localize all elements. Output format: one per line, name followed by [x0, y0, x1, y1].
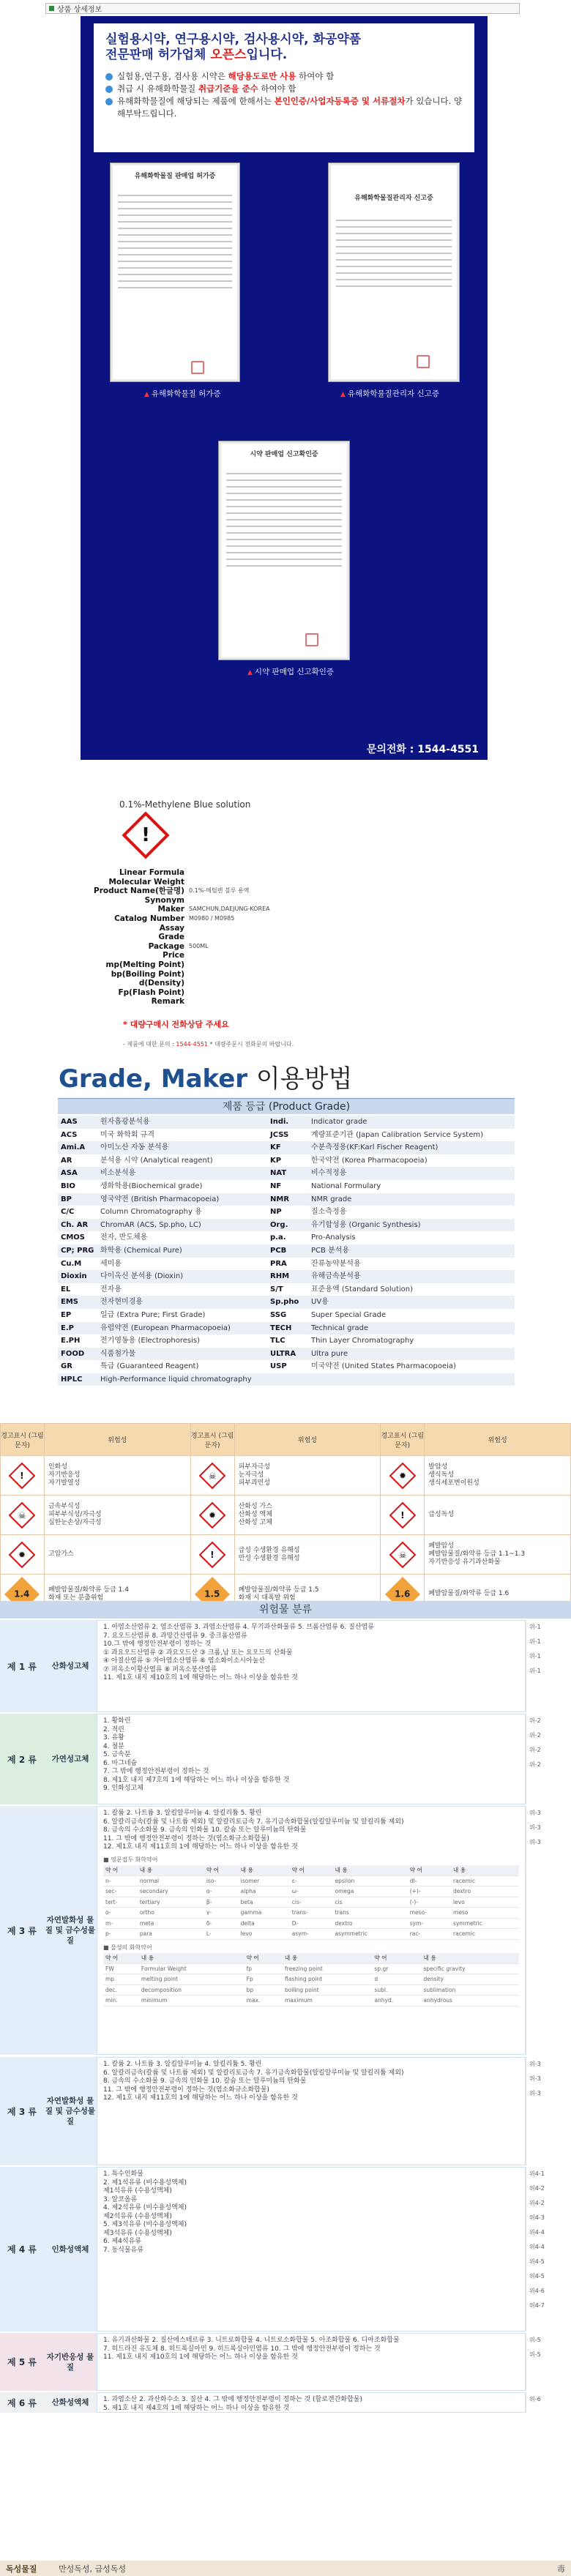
risk-code: 위-3: [529, 2061, 541, 2067]
grade-cell: 계량표준기관 (Japan Calibration Service System): [311, 1130, 484, 1139]
ghs-head-cell: 위험성: [234, 1424, 381, 1456]
ghs-text-cell: 발암성 생식독성 생식세포변이원성: [425, 1456, 571, 1496]
grade-cell: EMS: [61, 1298, 78, 1307]
explosive-icon: 1.4: [4, 1576, 40, 1611]
grade-cell: Dioxin: [61, 1272, 87, 1281]
grade-cell: JCSS: [270, 1130, 289, 1139]
risk-number: 제 3 류: [7, 2106, 37, 2117]
grade-cell: AR: [61, 1156, 72, 1165]
risk-code: 위4-5: [529, 2273, 545, 2280]
grade-cell: USP: [270, 1362, 287, 1371]
ghs-icon-cell: [381, 1496, 425, 1535]
ghs-pictogram-icon: !: [9, 1462, 36, 1489]
ghs-head-cell: 경고표시 (그림문자): [1, 1424, 45, 1456]
risk-code: 위-3: [529, 1839, 541, 1845]
grade-cell: Super Special Grade: [311, 1310, 387, 1319]
risk-code: 위4-4: [529, 2229, 545, 2236]
risk-block: [0, 2392, 571, 2413]
risk-code: 위4-5: [529, 2258, 545, 2265]
grade-cell: 식품첨가물: [100, 1349, 136, 1358]
risk-code: 위-1: [529, 1653, 541, 1660]
grade-cell: 분석용 시약 (Analytical reagent): [100, 1156, 213, 1165]
grade-cell: 질소측정용: [311, 1208, 347, 1217]
risk-code: 위4-6: [529, 2288, 545, 2294]
grade-cell: 다이옥신 분석용 (Dioxin): [100, 1272, 184, 1281]
grade-cell: High-Performance liquid chromatography: [100, 1375, 252, 1384]
notice-item: 취급 시 유해화학물질 취급기준을 준수 하여야 함: [105, 83, 463, 95]
license-document-3: 시약 판매업 신고확인증: [218, 441, 350, 660]
grade-row: [58, 1296, 515, 1309]
risk-code: 위4-4: [529, 2244, 545, 2250]
grade-cell: NAT: [270, 1169, 287, 1178]
bullet-icon: [105, 98, 113, 105]
risk-body: 1. 황화린 2. 적린 3. 유황 4. 철분 5. 금속분 6. 마그네슘 7. 그 밖에 행정안전부령이 정하는 것 8. 제1호 내지 제7호의 1에 해당하는 어느 하나 이상을 함유한 것 9. 인화성고체: [97, 1714, 526, 1804]
grade-row: [58, 1206, 515, 1219]
ghs-icon-cell: [381, 1456, 425, 1496]
ghs-icon-cell: [1, 1496, 45, 1535]
risk-number: 제 5 류: [7, 2357, 37, 2367]
grade-cell: TECH: [270, 1324, 292, 1332]
grade-cell: NP: [270, 1208, 282, 1217]
bullet-icon: [105, 73, 113, 81]
risk-block: [0, 2333, 571, 2391]
risk-number: 제 1 류: [7, 1661, 37, 1672]
ghs-pictogram-icon: !: [199, 1541, 226, 1568]
grade-row: [58, 1129, 515, 1142]
explosive-icon: 1.5: [195, 1576, 230, 1611]
grade-cell: ChromAR (ACS, Sp.pho, LC): [100, 1220, 201, 1229]
footer-row: 독성물질 만성독성, 급성독성 毒: [0, 2561, 571, 2576]
grade-cell: 표준용액 (Standard Solution): [311, 1285, 414, 1293]
risk-number: 제 6 류: [7, 2397, 37, 2408]
ghs-row: [1, 1456, 571, 1496]
ghs-icon-cell: [381, 1535, 425, 1575]
grade-cell: 한국약전 (Korea Pharmacopoeia): [311, 1156, 428, 1165]
grade-row: [58, 1141, 515, 1154]
ghs-text-cell: 급성독성: [425, 1496, 571, 1535]
ghs-head-cell: 위험성: [425, 1424, 571, 1456]
grade-cell: BIO: [61, 1181, 75, 1190]
notice-item: 실험용,연구용, 검사용 시약은 해당용도로만 사용 하여야 함: [105, 70, 463, 83]
grade-row: [58, 1360, 515, 1373]
grade-cell: ASA: [61, 1169, 78, 1178]
bullet-icon: [105, 86, 113, 93]
grade-cell: 전자, 반도체용: [100, 1233, 148, 1242]
property-table: 약 어 내 용 약 어 내 용 약 어 내 용 FW Formular Weight fp freezing point sp.gr specific gravity mp melting point Fp flashing point d density dec. decomposition bp boiling point subl. sublimation min. minimum max. maximum anhyd. anhydrous: [103, 1953, 519, 2006]
grade-row: [58, 1270, 515, 1283]
ghs-icon-cell: [190, 1496, 234, 1535]
grade-cell: 아미노산 자동 분석용: [100, 1143, 169, 1152]
risk-number: 제 4 류: [7, 2244, 37, 2255]
risk-code-column: [526, 2167, 571, 2332]
risk-name: 자연발화성 물질 및 금수성물질: [45, 2097, 96, 2126]
grade-cell: EL: [61, 1285, 71, 1293]
ghs-text-cell: 폐발암물질/화약류 등급 1.6: [425, 1575, 571, 1614]
risk-body: 1. 아염소산염류 2. 염소산염류 3. 과염소산염류 4. 무기과산화물류 5. 브롬산염류 6. 질산염류 7. 요오드산염류 8. 과망간산염류 9. 중크롬산염류 10.그 밖에 행정안전부령이 정하는 것 ① 과요오드산염류 ② 과요오드산 ③ 크롬,납 또는 요오드의 산화물 ④ 아질산염류 ⑤ 차아염소산염류 ⑥ 염소화이소시아눌산 ⑦ 퍼옥소이황산염류 ⑧ 퍼옥소붕산염류 11. 제1호 내지 제10호의 1에 해당하는 어느 하나 이상을 함유한 것: [97, 1620, 526, 1712]
ghs-icon-cell: [190, 1535, 234, 1575]
mini-title: ■ 영문접두 화학약어: [103, 1856, 158, 1863]
grade-cell: 전기영동용 (Electrophoresis): [100, 1337, 201, 1345]
ghs-text-cell: 폐발암성 폐발암물질/화약류 등급 1.1~1.3 자기반응성 유기과산화물: [425, 1535, 571, 1575]
ghs-header: [1, 1424, 571, 1456]
risk-code: 위-2: [529, 1747, 541, 1753]
risk-code: 위4-2: [529, 2185, 545, 2192]
seal-icon: [417, 355, 430, 368]
grade-cell: S/T: [270, 1285, 283, 1293]
risk-code-column: [526, 1620, 571, 1712]
risk-code: 위4-2: [529, 2200, 545, 2206]
mini-title: ■ 물성의 화학약어: [103, 1944, 152, 1951]
risk-code: 위-6: [529, 2396, 541, 2403]
risk-name: 인화성액체: [51, 2244, 89, 2254]
ghs-pictogram-icon: !: [389, 1501, 416, 1528]
ghs-pictogram-icon: ✹: [389, 1462, 416, 1489]
grade-row: [58, 1167, 515, 1180]
grade-cell: Org.: [270, 1220, 288, 1229]
risk-title: 위험물 분류: [0, 1601, 571, 1619]
notice-item: 유해화학물질에 해당되는 제품에 한해서는 본인인증/사업자등록증 및 서류절차가 있습니다. 양해부탁드립니다.: [105, 95, 463, 120]
risk-code-column: [526, 2057, 571, 2165]
risk-body: 1. 칼륨 2. 나트륨 3. 알킬알루미늄 4. 알킬리튬 5. 황린 6. 알칼리금속(칼륨 및 나트륨 제외) 및 알칼리토금속 7. 유기금속화합물(알킬알루미늄 및 알킬리튬 제외) 8. 금속의 수소화물 9. 금속의 인화물 10. 칼슘 또는 알루미늄의 탄화물 11. 그 밖에 행정안전부령이 정하는 것(염소화규소화합물) 12. 제1호 내지 제11호의 1에 해당하는 어느 하나 이상을 함유한 것: [97, 2057, 526, 2165]
grade-cell: 생화학용(Biochemical grade): [100, 1181, 203, 1190]
risk-block: [0, 1806, 571, 2055]
risk-code: 위-1: [529, 1624, 541, 1630]
grade-cell: KF: [270, 1143, 281, 1152]
risk-body: 1. 유기과산화물 2. 질산에스테르류 3. 니트로화합물 4. 니트로소화합물 5. 아조화합물 6. 디아조화합물 7. 히드라진 유도체 8. 히드록실아민 9. 히드록실아민염류 10. 그 밖에 행정안전부령이 정하는 것 11. 제1호 내지 제10호의 1에 해당하는 어느 하나 이상을 함유한 것: [97, 2333, 526, 2391]
notice-headline: 실험용시약, 연구용시약, 검사용시약, 화공약품 전문판매 허가업체 오픈스입니다.: [105, 32, 362, 62]
grade-cell: 유기합성용 (Organic Synthesis): [311, 1220, 421, 1229]
grade-row: [58, 1322, 515, 1335]
risk-block: [0, 2167, 571, 2332]
grade-cell: Technical grade: [311, 1324, 369, 1332]
risk-code-column: [526, 1806, 571, 2055]
triangle-icon: ▲: [247, 669, 253, 676]
ghs-pictogram-icon: ✹: [199, 1501, 226, 1528]
risk-code: 위-1: [529, 1638, 541, 1645]
exclamation-icon: !: [141, 824, 150, 846]
product-name: 0.1%-Methylene Blue solution: [119, 799, 251, 810]
triangle-icon: ▲: [340, 391, 346, 398]
grade-row: [58, 1231, 515, 1244]
ghs-text-cell: 산화성 가스 산화성 액체 산화성 고체: [234, 1496, 381, 1535]
grade-cell: ULTRA: [270, 1349, 296, 1358]
grade-cell: 전자용: [100, 1285, 122, 1293]
grade-row: [58, 1116, 515, 1129]
grade-row: [58, 1180, 515, 1193]
risk-code: 위4-3: [529, 2214, 545, 2221]
grade-cell: 유럽약전 (European Pharmacopoeia): [100, 1324, 231, 1332]
grade-row: [58, 1244, 515, 1258]
grade-cell: Sp.pho: [270, 1298, 299, 1307]
ghs-row: [1, 1496, 571, 1535]
ghs-pictogram-icon: ☠: [9, 1501, 36, 1528]
grade-cell: C/C: [61, 1208, 75, 1217]
grade-cell: 비소분석용: [100, 1169, 136, 1178]
license-document-2: 유해화학물질관리자 신고증: [328, 163, 460, 382]
grade-cell: p.a.: [270, 1233, 286, 1242]
grade-cell: PRA: [270, 1259, 287, 1268]
grade-row: [58, 1373, 515, 1386]
ghs-pictogram-icon: ☠: [389, 1541, 416, 1568]
grade-cell: 원자흡광분석용: [100, 1118, 150, 1126]
grade-row: [58, 1258, 515, 1271]
tab-icon: [49, 6, 54, 11]
grade-row: [58, 1154, 515, 1168]
grade-row: [58, 1219, 515, 1232]
grade-row: [58, 1348, 515, 1361]
grade-cell: EP: [61, 1310, 72, 1319]
risk-name: 산화성액체: [51, 2398, 89, 2407]
grade-cell: CP; PRG: [61, 1246, 94, 1255]
grade-cell: RHM: [270, 1272, 290, 1281]
ghs-head-cell: 위험성: [44, 1424, 190, 1456]
risk-block: [0, 1620, 571, 1712]
risk-code: 위-5: [529, 2337, 541, 2343]
risk-code: 위-2: [529, 1732, 541, 1739]
grade-cell: AAS: [61, 1118, 78, 1126]
caption-1: ▲ 유해화학물질 허가증: [144, 389, 221, 398]
ghs-text-cell: 폐발암물질/화약류 등급 1.5 화재 시 대폭발 위험: [234, 1575, 381, 1614]
ghs-icon-cell: [1, 1535, 45, 1575]
risk-block: [0, 2057, 571, 2165]
phone-number: 문의전화 : 1544-4551: [366, 744, 479, 755]
caption-3: ▲ 시약 판매업 신고확인증: [247, 668, 335, 676]
risk-name: 자연발화성 물질 및 금수성물질: [45, 1916, 96, 1945]
risk-number: 제 2 류: [7, 1754, 37, 1765]
grade-cell: 유해금속분석용: [311, 1272, 361, 1281]
grade-cell: ACS: [61, 1130, 78, 1139]
risk-code-column: [526, 2333, 571, 2391]
triangle-icon: ▲: [144, 391, 149, 398]
risk-code: 위4-1: [529, 2170, 545, 2177]
risk-code: 위4-7: [529, 2302, 545, 2309]
inquiry-line: - 제품에 대한 문의 : 1544-4551 * 대량주문시 전화문의 바랍니다.: [123, 1041, 294, 1048]
risk-name: 산화성고체: [51, 1662, 89, 1670]
grade-cell: 수분측정용(KF:Karl Fischer Reagent): [311, 1143, 438, 1152]
grade-cell: [267, 1373, 311, 1386]
grade-cell: 특급 (Guaranteed Reagent): [100, 1362, 199, 1371]
ghs-text-cell: 폐발암물질/화약류 등급 1.4 화재 또는 분출위험: [44, 1575, 190, 1614]
risk-code: 위-3: [529, 1824, 541, 1831]
risk-code-column: [526, 2392, 571, 2413]
grade-cell: KP: [270, 1156, 282, 1165]
risk-name: 가연성고체: [51, 1755, 89, 1763]
grade-cell: Pro-Analysis: [311, 1233, 356, 1242]
grade-cell: National Formulary: [311, 1181, 381, 1190]
ghs-row: [1, 1535, 571, 1575]
tab-title: 상품 상세정보: [57, 6, 102, 14]
risk-code: 위-2: [529, 1717, 541, 1724]
grade-cell: E.PH: [61, 1337, 81, 1345]
risk-body: 1. 특수인화물 2. 제1석유류 (비수용성액체) 제1석유류 (수용성액체) 3. 알코올류 4. 제2석유류 (비수용성액체) 제2석유류 (수용성액체) 5. 제3석유류 (비수용성액체) 제3석유류 (수용성액체) 6. 제4석유류 7. 동식물유류: [97, 2167, 526, 2332]
grade-cell: 화학용 (Chemical Pure): [100, 1246, 182, 1255]
grade-cell: Ch. AR: [61, 1220, 89, 1229]
grade-cell: PCB: [270, 1246, 287, 1255]
risk-code: 위-5: [529, 2351, 541, 2358]
ghs-icon-cell: [1, 1456, 45, 1496]
risk-code-column: [526, 1714, 571, 1804]
grade-cell: 미국약전 (United States Pharmacopoeia): [311, 1362, 456, 1371]
ghs-text-cell: 금속부식성 피부부식성/자극성 심한눈손상/자극성: [44, 1496, 190, 1535]
grade-cell: E.P: [61, 1324, 74, 1332]
ghs-icon-cell: [190, 1456, 234, 1496]
grade-cell: UV용: [311, 1298, 329, 1307]
ghs-pictogram-icon: ✹: [9, 1541, 36, 1568]
seal-icon: [191, 361, 204, 374]
grade-cell: Indi.: [270, 1118, 289, 1126]
grade-cell: 비수적정용: [311, 1169, 347, 1178]
grade-cell: Cu.M: [61, 1259, 82, 1268]
grade-cell: CMOS: [61, 1233, 85, 1242]
hazard-pictogram: [122, 811, 169, 859]
product-grade-title: 제품 등급 (Product Grade): [58, 1098, 515, 1114]
caption-2: ▲ 유해화학물질관리자 신고증: [340, 389, 439, 398]
grade-cell: NMR: [270, 1195, 290, 1203]
risk-body: 1. 과염소산 2. 과산화수소 3. 질산 4. 그 밖에 행정안전부령이 정하는 것 (할로겐간화합물) 5. 제1호 내지 제4호의 1에 해당하는 어느 하나 이상을 함유한 것: [97, 2392, 526, 2413]
detail-tab[interactable]: [45, 3, 520, 14]
bulk-order-notice: * 대량구매시 전화상담 주세요: [123, 1020, 229, 1029]
grade-cell: 전자현미경용: [100, 1298, 143, 1307]
grade-row: [58, 1193, 515, 1206]
grade-cell: 일급 (Extra Pure; First Grade): [100, 1310, 206, 1319]
grade-cell: Thin Layer Chromatography: [311, 1337, 414, 1345]
ghs-text-cell: 인화성 자기반응성 자기발열성: [44, 1456, 190, 1496]
explosive-icon: 1.6: [385, 1576, 420, 1611]
grade-table: [58, 1116, 515, 1386]
grade-cell: PCB 분석용: [311, 1246, 350, 1255]
grade-cell: FOOD: [61, 1349, 85, 1358]
risk-code: 위-2: [529, 1761, 541, 1768]
grade-cell: TLC: [270, 1337, 286, 1345]
grade-row: [58, 1334, 515, 1348]
risk-body: 1. 칼륨 2. 나트륨 3. 알킬알루미늄 4. 알킬리튬 5. 황린 6. 알칼리금속(칼륨 및 나트륨 제외) 및 알칼리토금속 7. 유기금속화합물(알킬알루미늄 및 알킬리튬 제외) 8. 금속의 수소화물 9. 금속의 인화물 10. 칼슘 또는 알루미늄의 탄화물 11. 그 밖에 행정안전부령이 정하는 것(염소화규소화합물) 12. 제1호 내지 제11호의 1에 해당하는 어느 하나 이상을 함유한 것 ■ 영문접두 화학약어 약 어 내 용 약 어 내 용 약 어 내 용 약 어 내 용 n- normal iso- isomer ε- epsilon dl- racemic sec- secondary α- alpha ω- omega (+)- dextro tert- tertiary β- beta cis- cis (-)- levo o- ortho γ- gamma trans- trans meso- meso m- meta δ- delta D- dextro sym- symmetric p- para L- levo asym- asymmetric rac- racemic ■ 물성의 화학약어 약 어 내 용 약 어 내 용 약 어 내 용 FW Formular Weight fp freezing point sp.gr specific gravity mp melting point Fp flashing point d density dec. decomposition bp boiling point subl. sublimation min. minimum max. maximum anhyd. anhydrous: [97, 1806, 526, 2055]
risk-block: [0, 1714, 571, 1804]
abbr-table: 약 어 내 용 약 어 내 용 약 어 내 용 약 어 내 용 n- normal iso- isomer ε- epsilon dl- racemic sec- secondary α- alpha ω- omega (+)- dextro tert- tertiary β- beta cis- cis (-)- levo o- ortho γ- gamma trans- trans meso- meso m- meta δ- delta D- dextro sym- symmetric p- para L- levo asym- asymmetric rac- racemic: [103, 1865, 519, 1940]
grade-cell: [311, 1373, 515, 1386]
grade-cell: Ultra pure: [311, 1349, 348, 1358]
grade-cell: 잔류농약분석용: [311, 1259, 361, 1268]
ghs-pictogram-icon: ☠: [199, 1462, 226, 1489]
grade-row: [58, 1283, 515, 1296]
grade-cell: NMR grade: [311, 1195, 352, 1203]
grade-cell: 세미용: [100, 1259, 122, 1268]
ghs-text-cell: 고압가스: [44, 1535, 190, 1575]
grade-cell: 미국 화학회 규격: [100, 1130, 154, 1139]
grade-row: [58, 1309, 515, 1322]
risk-number: 제 3 류: [7, 1925, 37, 1936]
license-document-1: 유해화학물질 판매업 허가증: [110, 163, 240, 382]
risk-code: 위-3: [529, 2075, 541, 2082]
grade-cell: HPLC: [61, 1375, 83, 1384]
spec-list: Linear Formula Molecular Weight Product Name(한글명) 0.1%-메틸렌 블루 용액 Synonym Maker SAMCHUN,DAEJUNG-KOREA Catalog Number M0980 / M0985 Assay Grade Package 500ML Price mp(Melting Point) bp(Boiling Point) d(Density) Fp(Flash Point) Remark: [94, 868, 270, 1007]
risk-name: 자기반응성 물질: [46, 2352, 94, 2372]
risk-code: 위-1: [529, 1668, 541, 1674]
grade-cell: SSG: [270, 1310, 287, 1319]
grade-cell: 영국약전 (British Pharmacopoeia): [100, 1195, 220, 1203]
grade-cell: GR: [61, 1362, 72, 1371]
ghs-text-cell: 급성 수생환경 유해성 만성 수생환경 유해성: [234, 1535, 381, 1575]
risk-code: 위-3: [529, 1810, 541, 1816]
grade-cell: Indicator grade: [311, 1118, 367, 1126]
notice-box: [94, 23, 474, 152]
grade-cell: BP: [61, 1195, 72, 1203]
grade-cell: Column Chromatography 용: [100, 1208, 202, 1217]
grade-cell: Ami.A: [61, 1143, 86, 1152]
ghs-head-cell: 경고표시 (그림문자): [190, 1424, 234, 1456]
grade-cell: NF: [270, 1181, 282, 1190]
grade-maker-heading: Grade, Maker 이용방법: [59, 1064, 353, 1094]
ghs-text-cell: 피부자극성 눈자극성 피부과민성: [234, 1456, 381, 1496]
seal-icon: [305, 633, 318, 646]
ghs-table: [0, 1423, 571, 1614]
ghs-head-cell: 경고표시 (그림문자): [381, 1424, 425, 1456]
notice-list: [105, 70, 463, 120]
risk-code: 위-3: [529, 2090, 541, 2097]
